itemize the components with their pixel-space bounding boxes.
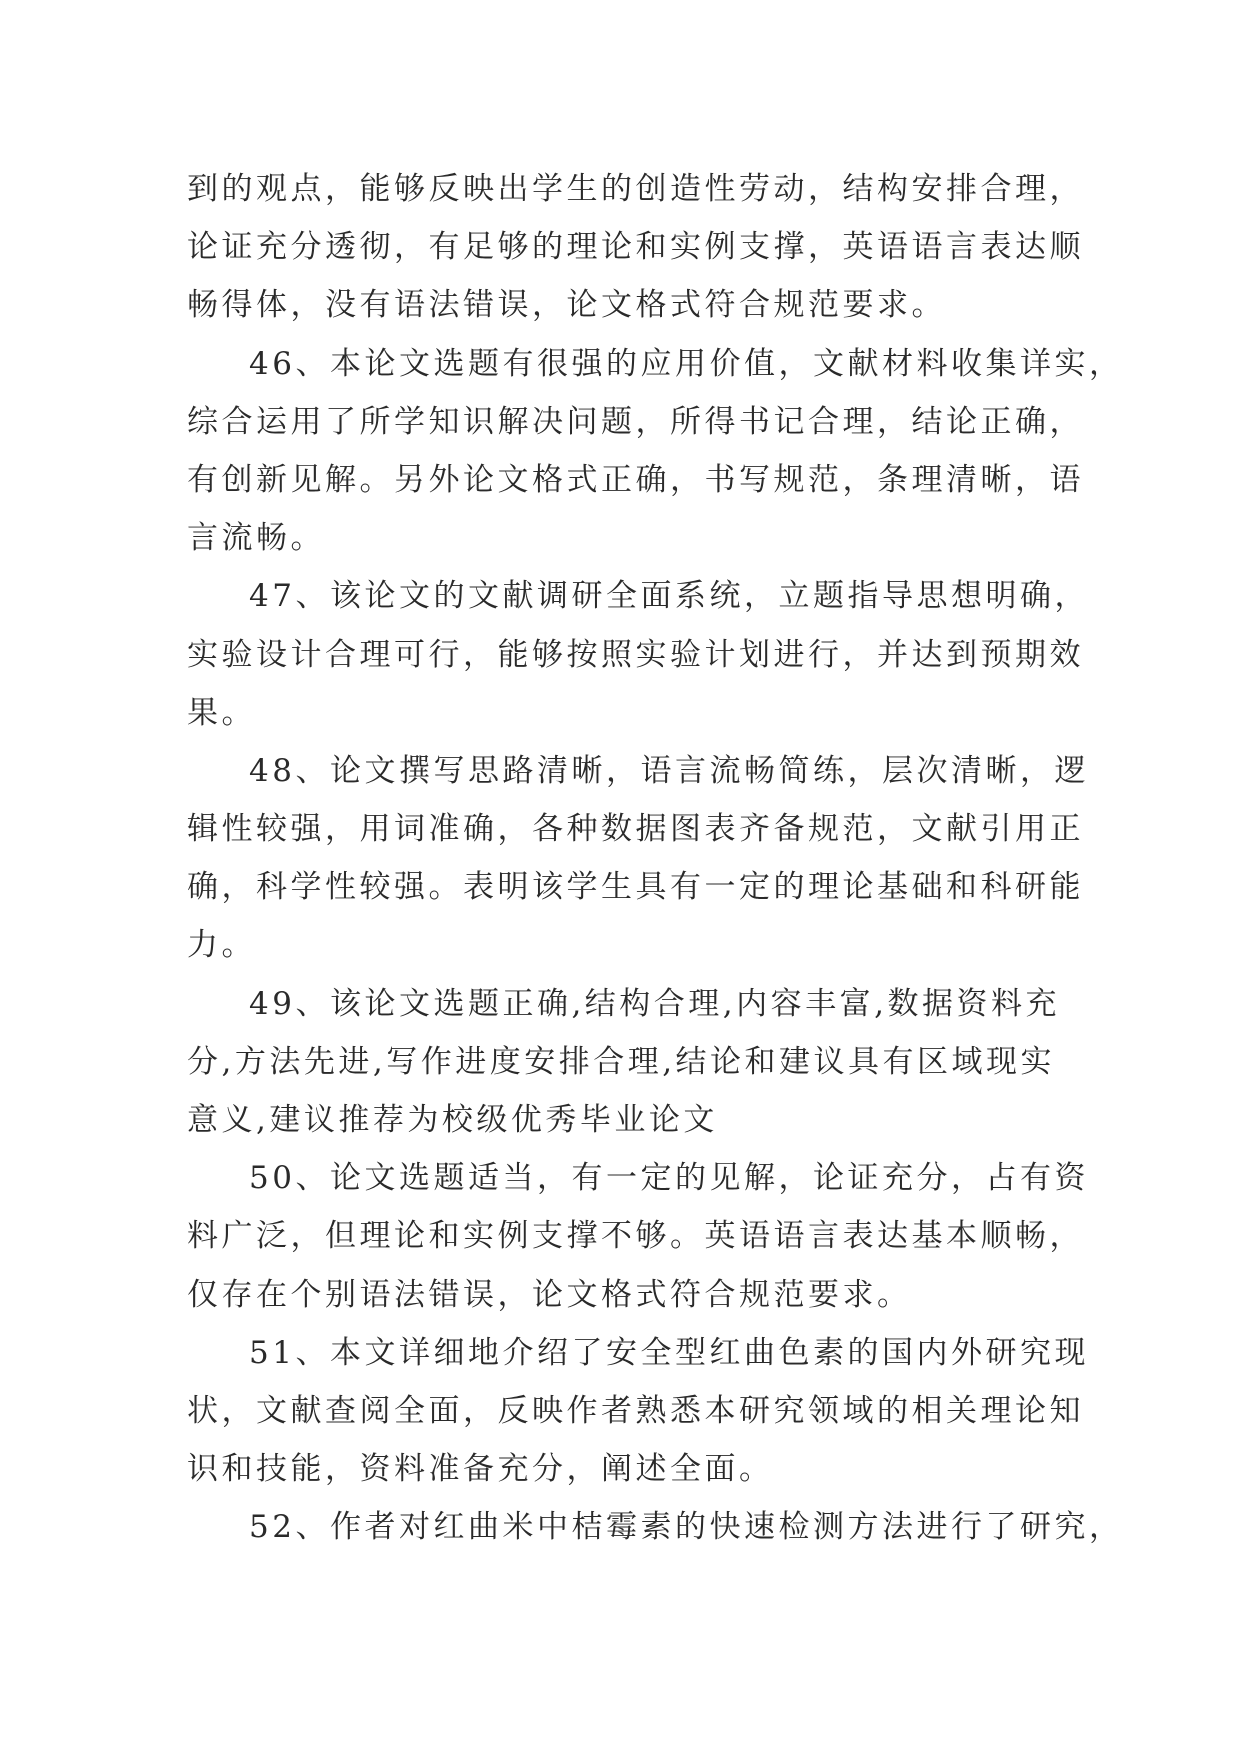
document-body: [187, 160, 1124, 1557]
paragraph-50-first-line: 50、论文选题适当，有一定的见解，论证充分，占有资: [249, 1160, 1089, 1197]
text-line: 识和技能，资料准备充分，阐述全面。: [187, 1451, 774, 1488]
paragraph-46-first-line: 46、本论文选题有很强的应用价值，文献材料收集详实，: [249, 345, 1124, 382]
paragraph-52-first-line: 52、作者对红曲米中桔霉素的快速检测方法进行了研究，: [249, 1509, 1124, 1546]
text-line: 料广泛，但理论和实例支撑不够。英语语言表达基本顺畅，: [187, 1218, 1084, 1255]
paragraph-47-first-line: 47、该论文的文献调研全面系统，立题指导思想明确，: [249, 578, 1089, 615]
text-line: 到的观点，能够反映出学生的创造性劳动，结构安排合理，: [187, 171, 1084, 207]
text-line: 有创新见解。另外论文格式正确，书写规范，条理清晰，语: [187, 461, 1084, 498]
text-line: 畅得体，没有语法错误，论文格式符合规范要求。: [187, 287, 946, 324]
text-line: 论证充分透彻，有足够的理论和实例支撑，英语语言表达顺: [187, 229, 1084, 266]
text-line: 果。: [187, 694, 256, 731]
text-line: 确，科学性较强。表明该学生具有一定的理论基础和科研能: [187, 869, 1084, 906]
paragraph-49-first-line: 49、该论文选题正确,结构合理,内容丰富,数据资料充: [249, 985, 1061, 1022]
text-line: 分,方法先进,写作进度安排合理,结论和建议具有区域现实: [187, 1043, 1056, 1080]
text-line: 力。: [187, 927, 256, 964]
text-line: 实验设计合理可行，能够按照实验计划进行，并达到预期效: [187, 636, 1084, 673]
text-line: 意义,建议推荐为校级优秀毕业论文: [187, 1102, 718, 1138]
text-line: 仅存在个别语法错误，论文格式符合规范要求。: [187, 1276, 912, 1313]
paragraph-48-first-line: 48、论文撰写思路清晰，语言流畅简练，层次清晰，逻: [249, 752, 1089, 789]
paragraph-51-first-line: 51、本文详细地介绍了安全型红曲色素的国内外研究现: [249, 1334, 1089, 1371]
text-line: 综合运用了所学知识解决问题，所得书记合理，结论正确，: [187, 403, 1084, 440]
text-line: 言流畅。: [187, 520, 325, 557]
text-line: 状，文献查阅全面，反映作者熟悉本研究领域的相关理论知: [187, 1392, 1084, 1429]
text-line: 辑性较强，用词准确，各种数据图表齐备规范，文献引用正: [187, 811, 1084, 848]
